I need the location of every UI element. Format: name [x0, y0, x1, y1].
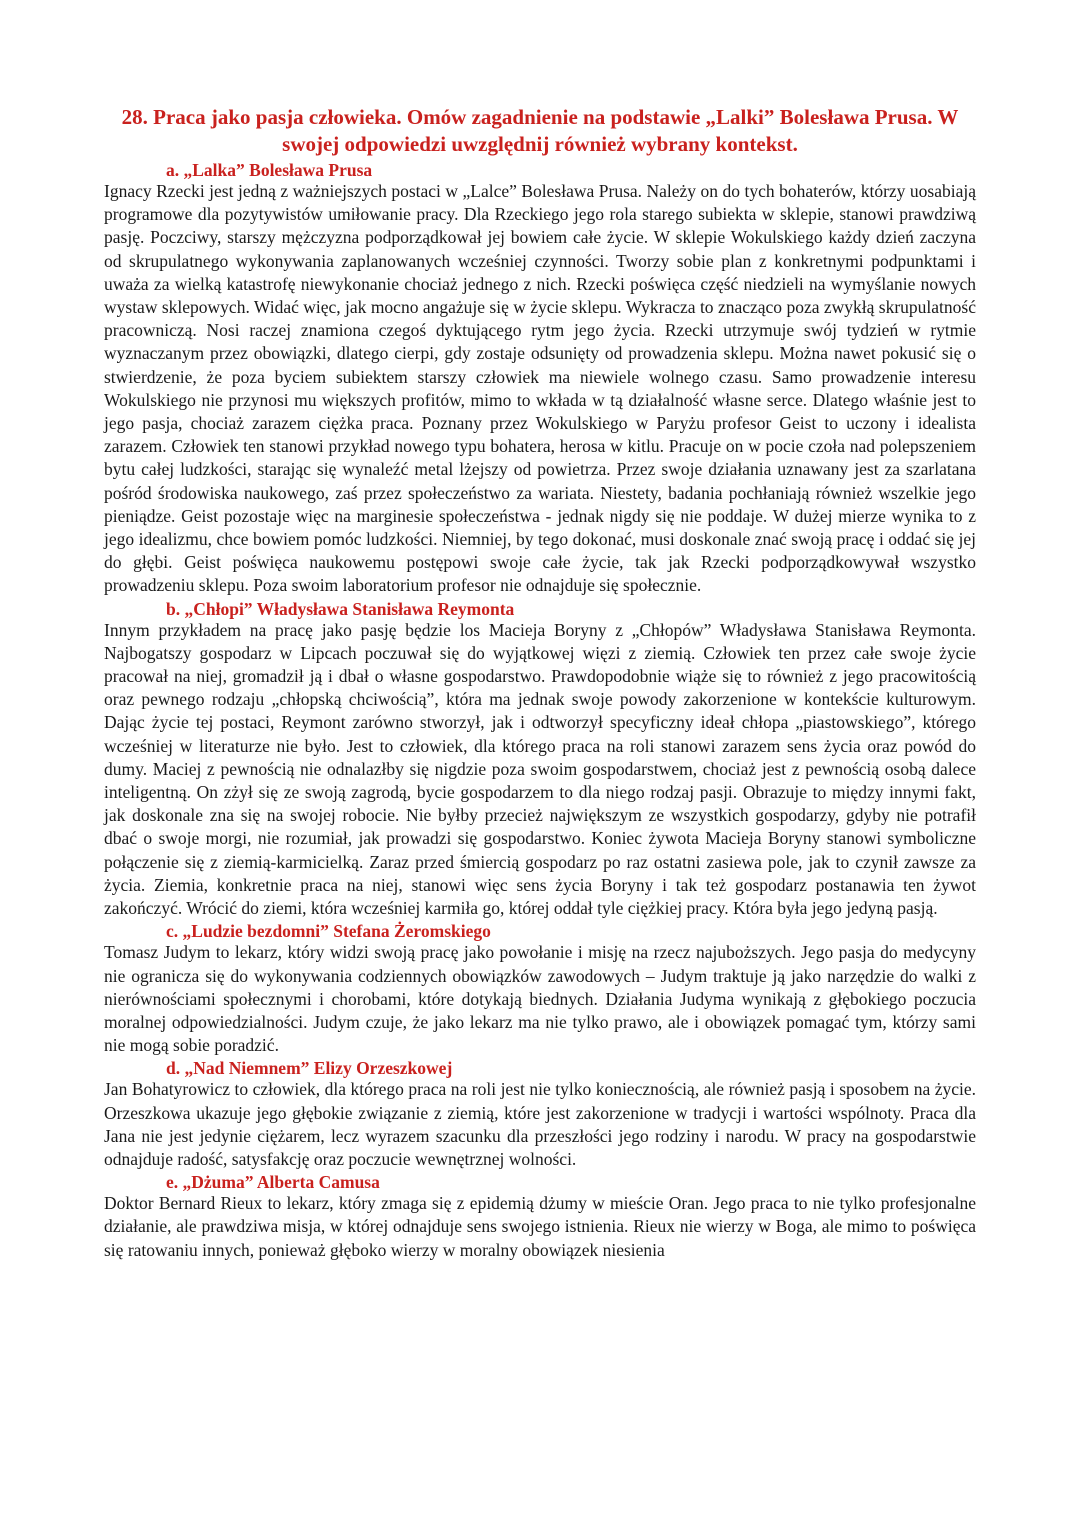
section-text: Jan Bohatyrowicz to człowiek, dla którego praca na roli jest nie tylko koniecznością, ale również pasją i sposobem na życie. Orzeszkowa ukazuje jego głębokie związanie z ziemią, które jest zakorzenione w tradycji i wartości wspólnoty. Praca dla Jana nie jest jedynie ciężarem, lecz wyrazem szacunku dla przeszłości jego rodziny i narodu. W pracy na gospodarstwie odnajduje radość, satysfakcję oraz poczucie wewnętrznej wolności.	[104, 1079, 976, 1169]
section-text: Ignacy Rzecki jest jedną z ważniejszych postaci w „Lalce” Bolesława Prusa. Należy on do tych bohaterów, którzy uosabiają programowe dla pozytywistów umiłowanie pracy. Dla Rzeckiego jego rola starego subiekta w sklepie, stanowi prawdziwą pasję. Poczciwy, starszy mężczyzna podporządkował jej bowiem całe życie. W sklepie Wokulskiego każdy dzień zaczyna od skrupulatnego wykonywania zaplanowanych wcześniej czynności. Tworzy sobie plan z konkretnymi podpunktami i uważa za wielką katastrofę niewykonanie chociaż jednego z nich. Rzecki poświęca część niedzieli na wymyślanie nowych wystaw sklepowych. Widać więc, jak mocno angażuje się w życie sklepu. Wykracza to znacząco poza zwykłą skrupulatność pracowniczą. Nosi raczej znamiona czegoś dyktującego rytm jego życia. Rzecki utrzymuje swój tydzień w rytmie wyznaczanym przez obowiązki, dlatego cierpi, gdy zostaje odsunięty od prowadzenia sklepu. Można nawet pokusić się o stwierdzenie, że poza byciem subiektem starszy człowiek ma niewiele wolnego czasu. Samo prowadzenie interesu Wokulskiego nie przynosi mu większych profitów, mimo to wkłada w tą działalność własne serce. Dlatego właśnie jest to jego pasja, chociaż zarazem ciężka praca. Poznany przez Wokulskiego w Paryżu profesor Geist to uczony i idealista zarazem. Człowiek ten stanowi przykład nowego typu bohatera, herosa w kitlu. Pracuje on w pocie czoła nad polepszeniem bytu całej ludzkości, starając się wynaleźć metal lżejszy od powietrza. Przez swoje działania uznawany jest za szarlatana pośród środowiska naukowego, zaś przez społeczeństwo za wariata. Niestety, badania pochłaniają również wszelkie jego pieniądze. Geist pozostaje więc na marginesie społeczeństwa - jednak nigdy się nie poddaje. W dużej mierze wynika to z jego idealizmu, chce bowiem pomóc ludzkości. Niemniej, by tego dokonać, musi doskonale znać swoją pracę i oddać się jej do głębi. Geist poświęca naukowemu postępowi swoje całe życie, tak jak Rzecki podporządkowywał wszystko prowadzeniu sklepu. Poza swoim laboratorium profesor nie odnajduje się społecznie.	[104, 181, 976, 596]
section-nad-niemnem	[104, 1058, 976, 1171]
section-lalka	[104, 160, 976, 598]
section-heading: e. „Dżuma” Alberta Camusa	[166, 1172, 380, 1193]
section-heading: c. „Ludzie bezdomni” Stefana Żeromskiego	[166, 921, 491, 942]
section-heading: b. „Chłopi” Władysława Stanisława Reymonta	[166, 598, 515, 619]
section-text: Doktor Bernard Rieux to lekarz, który zmaga się z epidemią dżumy w mieście Oran. Jego praca to nie tylko profesjonalne działanie, ale prawdziwa misja, w której odnajduje sens swojego istnienia. Rieux nie wierzy w Boga, ale mimo to poświęca się ratowaniu innych, ponieważ głęboko wierzy w moralny obowiązek niesienia	[104, 1193, 976, 1260]
section-text: Innym przykładem na pracę jako pasję będzie los Macieja Boryny z „Chłopów” Władysława Stanisława Reymonta. Najbogatszy gospodarz w Lipcach poczuwał się do wyjątkowej więzi z ziemią. Człowiek ten przez całe swoje życie pracował na niej, gromadził ją i dbał o własne gospodarstwo. Prawdopodobnie wiąże się to również z jego pracowitością oraz pewnego rodzaju „chłopską chciwością”, która ma jednak swoje powody zakorzenione w kontekście kulturowym. Dając życie tej postaci, Reymont zarówno stworzył, jak i odtworzył specyficzny ideał chłopa „piastowskiego”, którego wcześniej w literaturze nie było. Jest to człowiek, dla którego praca na roli stanowi zarazem sens życia oraz powód do dumy. Maciej z pewnością nie odnalazłby się nigdzie poza swoim gospodarstwem, chociaż jest z pewnością osobą dalece inteligentną. On zżył się ze swoją zagrodą, bycie gospodarzem to dla niego rodzaj pasji. Obrazuje to między innymi fakt, jak doskonale zna się na swojej robocie. Nie byłby przecież największym ze wszystkich gospodarzy, gdyby nie potrafił dbać o swoje morgi, nie rozumiał, jak prowadzi się gospodarstwo. Koniec żywota Macieja Boryny stanowi symboliczne połączenie się z ziemią-karmicielką. Zaraz przed śmiercią gospodarz po raz ostatni zasiewa pole, jak to czynił zawsze za życia. Ziemia, konkretnie praca na niej, stanowi więc sens życia Boryny i tak też gospodarz postanawia ten żywot zakończyć. Wrócić do ziemi, która wcześniej karmiła go, której oddał tyle ciężkiej pracy. Która była jego jedyną pasją.	[104, 619, 976, 919]
section-text: Tomasz Judym to lekarz, który widzi swoją pracę jako powołanie i misję na rzecz najuboższych. Jego pasja do medycyny nie ogranicza się do wykonywania codziennych obowiązków zawodowych – Judym traktuje ją jako narzędzie do walki z nierównościami społecznymi i chorobami, które dotykają biednych. Działania Judyma wynikają z głębokiego poczucia moralnej odpowiedzialności. Judym czuje, że jako lekarz ma nie tylko prawo, ale i obowiązek pomagać tym, którzy sami nie mogą sobie poradzić.	[104, 942, 976, 1056]
section-dzuma	[104, 1172, 976, 1262]
section-ludzie-bezdomni	[104, 921, 976, 1057]
section-heading: d. „Nad Niemnem” Elizy Orzeszkowej	[166, 1058, 453, 1079]
section-heading: a. „Lalka” Bolesława Prusa	[166, 160, 373, 180]
document-title: 28. Praca jako pasja człowieka. Omów zagadnienie na podstawie „Lalki” Bolesława Prusa. W swojej odpowiedzi uwzględnij również wybrany kontekst.	[121, 105, 959, 156]
document-page	[104, 104, 976, 1263]
section-chlopi	[104, 599, 976, 921]
